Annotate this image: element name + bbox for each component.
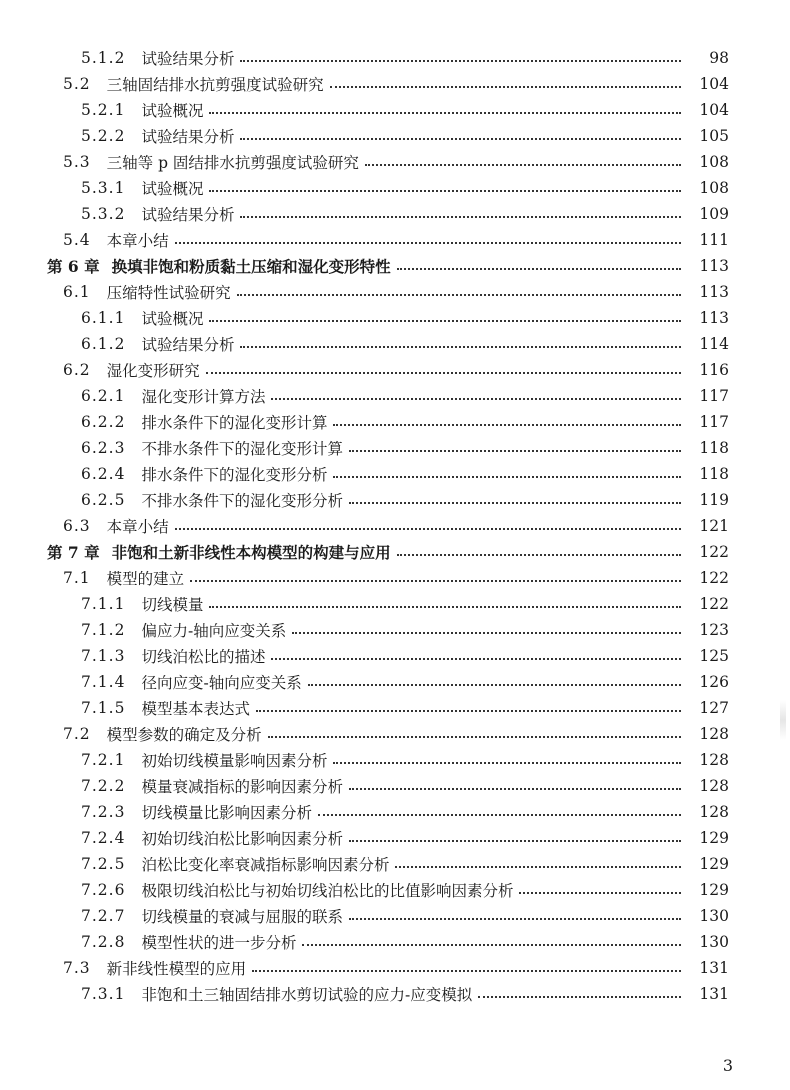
- dot-leader: [268, 736, 681, 738]
- toc-entry-page: 128: [699, 751, 729, 769]
- toc-entry-title: 湿化变形研究: [106, 362, 200, 380]
- toc-entry-title: 不排水条件下的湿化变形分析: [141, 492, 343, 510]
- toc-entry-title: 非饱和土三轴固结排水剪切试验的应力-应变模拟: [141, 986, 473, 1004]
- dot-leader: [349, 918, 681, 920]
- dot-leader: [209, 606, 681, 608]
- toc-entry-title: 本章小结: [106, 232, 169, 250]
- toc-entry: [0, 45, 790, 71]
- toc-entry: [0, 669, 790, 695]
- dot-leader: [175, 528, 681, 530]
- toc-entry-page: 118: [699, 439, 729, 457]
- toc-entry-number: 6.2.5: [81, 491, 126, 509]
- toc-entry-number: 7.1.2: [81, 621, 126, 639]
- toc-entry-number: 5.2: [63, 75, 91, 93]
- toc-entry-number: 7.2.6: [81, 881, 126, 899]
- toc-entry-title: 三轴固结排水抗剪强度试验研究: [106, 76, 324, 94]
- toc-entry-title: 压缩特性试验研究: [106, 284, 231, 302]
- toc-entry-title: 试验结果分析: [141, 206, 235, 224]
- toc-entry-title: 排水条件下的湿化变形计算: [141, 414, 328, 432]
- dot-leader: [308, 684, 681, 686]
- dot-leader: [478, 996, 681, 998]
- toc-entry-title: 切线模量的衰减与屈服的联系: [141, 908, 343, 926]
- toc-entry-title: 模型参数的确定及分析: [106, 726, 262, 744]
- dot-leader: [240, 216, 681, 218]
- toc-entry-number: 6.1.2: [81, 335, 126, 353]
- toc-entry-title: 不排水条件下的湿化变形计算: [141, 440, 343, 458]
- toc-entry-title: 湿化变形计算方法: [141, 388, 266, 406]
- toc-entry: [0, 539, 790, 565]
- toc-entry-page: 122: [699, 595, 729, 613]
- toc-entry-number: 7.1: [63, 569, 91, 587]
- toc-entry: [0, 409, 790, 435]
- dot-leader: [209, 112, 681, 114]
- page-number: 3: [722, 1056, 733, 1075]
- toc-entry-number: 7.1.3: [81, 647, 126, 665]
- dot-leader: [240, 60, 681, 62]
- toc-entry: [0, 565, 790, 591]
- toc-entry-page: 118: [699, 465, 729, 483]
- toc-entry: [0, 643, 790, 669]
- toc-entry-number: 5.3: [63, 153, 91, 171]
- toc-entry-number: 6.2.1: [81, 387, 126, 405]
- toc-entry-page: 111: [699, 231, 729, 249]
- dot-leader: [237, 294, 681, 296]
- toc-entry-page: 98: [709, 49, 729, 67]
- toc-entry-page: 122: [699, 569, 729, 587]
- toc-entry-title: 模型的建立: [106, 570, 185, 588]
- dot-leader: [349, 788, 681, 790]
- toc-entry: [0, 513, 790, 539]
- toc-entry-number: 7.2.4: [81, 829, 126, 847]
- toc-entry-page: 131: [699, 959, 729, 977]
- toc-entry-title: 试验结果分析: [141, 336, 235, 354]
- toc-entry-page: 129: [699, 855, 729, 873]
- dot-leader: [271, 398, 681, 400]
- toc-entry: [0, 981, 790, 1007]
- dot-leader: [190, 580, 681, 582]
- toc-entry-title: 试验概况: [141, 310, 204, 328]
- toc-entry-page: 122: [699, 543, 729, 561]
- toc-entry-number: 7.2.8: [81, 933, 126, 951]
- toc-entry: [0, 227, 790, 253]
- dot-leader: [292, 632, 681, 634]
- toc-entry-title: 切线模量比影响因素分析: [141, 804, 312, 822]
- toc-entry-number: 7.2: [63, 725, 91, 743]
- toc-entry-number: 6.3: [63, 517, 91, 535]
- toc-entry-number: 6.2: [63, 361, 91, 379]
- dot-leader: [209, 190, 681, 192]
- toc-entry: [0, 253, 790, 279]
- toc-entry: [0, 955, 790, 981]
- toc-entry-title: 换填非饱和粉质黏土压缩和湿化变形特性: [111, 257, 391, 276]
- toc-entry-title: 初始切线模量影响因素分析: [141, 752, 328, 770]
- toc-entry-page: 113: [699, 283, 729, 301]
- toc-entry: [0, 695, 790, 721]
- dot-leader: [252, 970, 681, 972]
- dot-leader: [333, 762, 681, 764]
- dot-leader: [349, 450, 681, 452]
- table-of-contents: [0, 45, 790, 1007]
- toc-entry-page: 113: [699, 257, 729, 275]
- toc-entry-title: 切线泊松比的描述: [141, 648, 266, 666]
- toc-entry: [0, 175, 790, 201]
- toc-entry-number: 7.1.5: [81, 699, 126, 717]
- dot-leader: [240, 138, 681, 140]
- dot-leader: [397, 554, 681, 556]
- toc-entry-page: 104: [699, 101, 729, 119]
- dot-leader: [302, 944, 681, 946]
- toc-entry: [0, 149, 790, 175]
- dot-leader: [395, 866, 681, 868]
- toc-entry-number: 6.2.2: [81, 413, 126, 431]
- dot-leader: [175, 242, 681, 244]
- toc-entry-number: 7.3.1: [81, 985, 126, 1003]
- toc-entry: [0, 747, 790, 773]
- toc-entry-title: 非饱和土新非线性本构模型的构建与应用: [111, 543, 391, 562]
- toc-entry-number: 5.3.2: [81, 205, 126, 223]
- toc-entry-title: 切线模量: [141, 596, 204, 614]
- toc-entry: [0, 123, 790, 149]
- toc-entry: [0, 383, 790, 409]
- toc-entry-page: 104: [699, 75, 729, 93]
- toc-entry-page: 108: [699, 153, 729, 171]
- toc-entry-page: 130: [699, 933, 729, 951]
- toc-entry-title: 试验结果分析: [141, 50, 235, 68]
- toc-entry-title: 三轴等 p 固结排水抗剪强度试验研究: [106, 154, 359, 172]
- toc-entry-page: 116: [699, 361, 729, 379]
- dot-leader: [365, 164, 681, 166]
- toc-entry: [0, 877, 790, 903]
- toc-entry: [0, 461, 790, 487]
- toc-entry-number: 7.1.4: [81, 673, 126, 691]
- toc-entry: [0, 357, 790, 383]
- toc-entry-title: 试验概况: [141, 180, 204, 198]
- toc-entry-number: 5.2.1: [81, 101, 126, 119]
- scan-edge-mark: [780, 700, 786, 740]
- toc-entry-title: 本章小结: [106, 518, 169, 536]
- dot-leader: [209, 320, 681, 322]
- dot-leader: [318, 814, 681, 816]
- toc-entry-page: 113: [699, 309, 729, 327]
- toc-entry-number: 7.3: [63, 959, 91, 977]
- toc-entry-number: 第 7 章: [47, 543, 100, 562]
- toc-entry: [0, 825, 790, 851]
- dot-leader: [206, 372, 681, 374]
- toc-entry-number: 6.1.1: [81, 309, 126, 327]
- toc-entry: [0, 617, 790, 643]
- toc-entry-number: 5.3.1: [81, 179, 126, 197]
- toc-entry-page: 128: [699, 725, 729, 743]
- toc-entry-title: 新非线性模型的应用: [106, 960, 247, 978]
- toc-entry-page: 129: [699, 881, 729, 899]
- toc-entry: [0, 71, 790, 97]
- toc-entry-number: 7.2.3: [81, 803, 126, 821]
- toc-entry-number: 7.1.1: [81, 595, 126, 613]
- dot-leader: [330, 86, 681, 88]
- toc-entry: [0, 279, 790, 305]
- toc-entry: [0, 799, 790, 825]
- toc-entry-number: 7.2.1: [81, 751, 126, 769]
- toc-entry-page: 114: [699, 335, 729, 353]
- toc-entry-page: 117: [699, 413, 729, 431]
- toc-entry: [0, 305, 790, 331]
- dot-leader: [240, 346, 681, 348]
- toc-entry-page: 109: [699, 205, 729, 223]
- toc-entry: [0, 331, 790, 357]
- toc-entry-page: 108: [699, 179, 729, 197]
- dot-leader: [256, 710, 681, 712]
- toc-entry-number: 6.2.4: [81, 465, 126, 483]
- toc-entry-page: 123: [699, 621, 729, 639]
- toc-entry: [0, 903, 790, 929]
- toc-entry-page: 125: [699, 647, 729, 665]
- dot-leader: [397, 268, 681, 270]
- toc-entry-title: 初始切线泊松比影响因素分析: [141, 830, 343, 848]
- toc-entry-title: 模型性状的进一步分析: [141, 934, 297, 952]
- dot-leader: [333, 476, 681, 478]
- dot-leader: [333, 424, 681, 426]
- toc-entry-page: 119: [699, 491, 729, 509]
- dot-leader: [519, 892, 681, 894]
- toc-entry: [0, 97, 790, 123]
- toc-entry-title: 模型基本表达式: [141, 700, 250, 718]
- toc-entry-page: 131: [699, 985, 729, 1003]
- toc-entry-title: 试验概况: [141, 102, 204, 120]
- toc-entry-title: 偏应力-轴向应变关系: [141, 622, 287, 640]
- toc-entry: [0, 929, 790, 955]
- toc-entry-page: 130: [699, 907, 729, 925]
- toc-entry-title: 径向应变-轴向应变关系: [141, 674, 302, 692]
- toc-entry: [0, 591, 790, 617]
- toc-entry-number: 5.1.2: [81, 49, 126, 67]
- toc-entry-page: 127: [699, 699, 729, 717]
- toc-entry-number: 7.2.7: [81, 907, 126, 925]
- dot-leader: [349, 502, 681, 504]
- dot-leader: [271, 658, 681, 660]
- toc-entry-number: 7.2.5: [81, 855, 126, 873]
- toc-entry-page: 128: [699, 803, 729, 821]
- toc-entry-title: 泊松比变化率衰减指标影响因素分析: [141, 856, 390, 874]
- toc-entry-page: 128: [699, 777, 729, 795]
- toc-entry-number: 6.2.3: [81, 439, 126, 457]
- toc-entry: [0, 201, 790, 227]
- toc-entry-number: 第 6 章: [47, 257, 100, 276]
- toc-entry-page: 126: [699, 673, 729, 691]
- toc-entry-page: 129: [699, 829, 729, 847]
- toc-entry: [0, 721, 790, 747]
- toc-entry-title: 极限切线泊松比与初始切线泊松比的比值影响因素分析: [141, 882, 514, 900]
- dot-leader: [349, 840, 681, 842]
- toc-entry-page: 105: [699, 127, 729, 145]
- toc-entry-page: 117: [699, 387, 729, 405]
- toc-entry-number: 5.2.2: [81, 127, 126, 145]
- toc-entry: [0, 773, 790, 799]
- toc-entry-number: 5.4: [63, 231, 91, 249]
- toc-entry: [0, 435, 790, 461]
- toc-entry-number: 6.1: [63, 283, 91, 301]
- toc-entry: [0, 487, 790, 513]
- toc-entry-page: 121: [699, 517, 729, 535]
- toc-entry-number: 7.2.2: [81, 777, 126, 795]
- toc-entry: [0, 851, 790, 877]
- toc-entry-title: 排水条件下的湿化变形分析: [141, 466, 328, 484]
- toc-entry-title: 模量衰减指标的影响因素分析: [141, 778, 343, 796]
- toc-entry-title: 试验结果分析: [141, 128, 235, 146]
